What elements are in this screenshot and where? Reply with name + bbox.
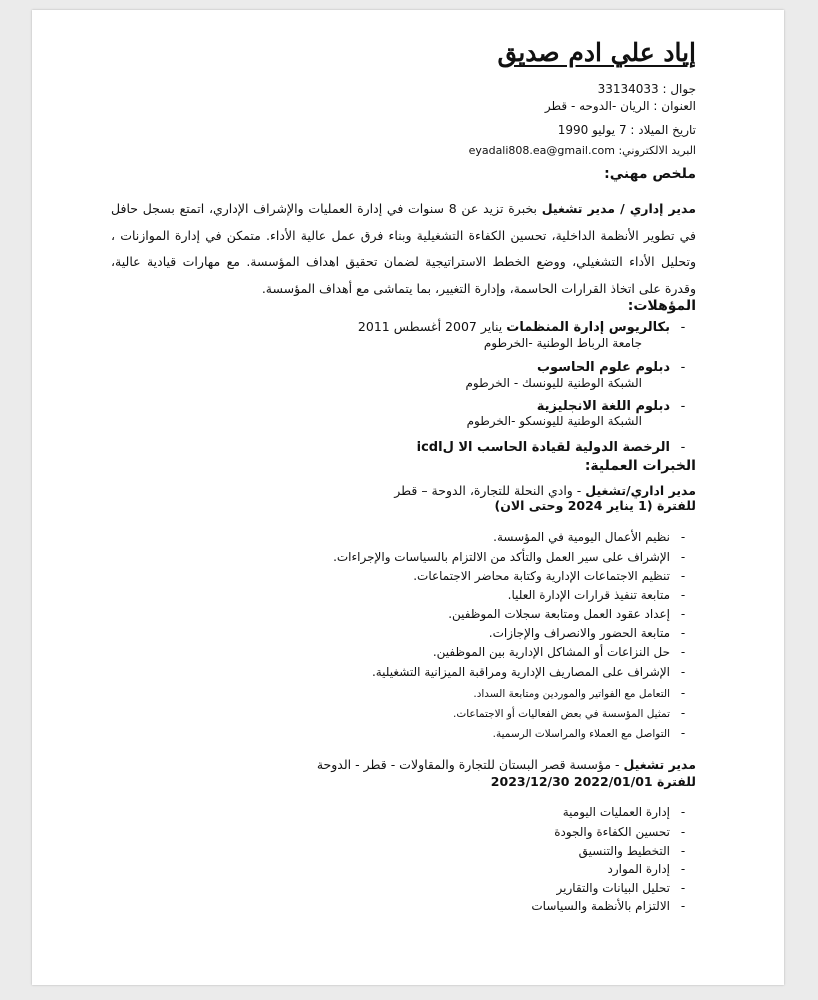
email-value: eyadali808.ea@gmail.com — [468, 144, 615, 157]
qualification-item — [358, 316, 696, 335]
bullet-dash: - — [680, 665, 686, 679]
bullet-dash: - — [680, 844, 686, 858]
bullet-dash: - — [680, 550, 686, 564]
qualification-institution: جامعة الرباط الوطنية -الخرطوم — [483, 336, 642, 350]
duty-text: الالتزام بالأنظمة والسياسات — [531, 899, 670, 913]
resume-page — [32, 10, 784, 985]
qualification-item — [417, 436, 696, 455]
bullet-dash: - — [680, 726, 686, 740]
job-header — [394, 480, 696, 499]
duty-item — [579, 844, 696, 858]
bullet-dash: - — [680, 360, 686, 375]
birthdate-line: تاريخ الميلاد : 7 يوليو 1990 — [557, 123, 696, 137]
duty-item — [372, 665, 696, 679]
duty-text: التعامل مع الفواتير والموردين ومتابعة السداد. — [473, 688, 670, 700]
bullet-dash: - — [680, 862, 686, 876]
bullet-dash: - — [680, 320, 686, 335]
duty-text: حل النزاعات أو المشاكل الإدارية بين الموظفين. — [432, 645, 670, 659]
duty-text: تحسين الكفاءة والجودة — [554, 825, 670, 839]
duty-text: التخطيط والتنسيق — [578, 844, 670, 858]
qualification-institution: الشبكة الوطنية لليونسك - الخرطوم — [465, 376, 642, 390]
job-title: مدير اداري/تشغيل — [585, 483, 696, 498]
qualification-title: الرخصة الدولية لقيادة الحاسب الا لicdl — [416, 440, 670, 455]
duty-text: الإشراف على سير العمل والتأكد من الالتزام بالسياسات والإجراءات. — [333, 550, 670, 564]
job-period: للفترة 2022/01/01 2023/12/30 — [490, 774, 696, 789]
duty-text: التواصل مع العملاء والمراسلات الرسمية. — [492, 728, 670, 740]
job-period: للفترة (1 يناير 2024 وحتى الان) — [494, 498, 696, 513]
bullet-dash: - — [680, 706, 686, 720]
duty-item — [333, 550, 696, 564]
duty-item — [473, 686, 696, 700]
duty-text: الإشراف على المصاريف الإدارية ومراقبة الميزانية التشغيلية. — [371, 665, 670, 679]
email-line — [469, 144, 696, 157]
duty-text: متابعة الحضور والانصراف والإجازات. — [488, 626, 670, 640]
duty-text: تمثيل المؤسسة في بعض الفعاليات أو الاجتماعات. — [453, 708, 670, 720]
candidate-name: إياد علي ادم صديق — [497, 38, 696, 67]
qualification-item — [537, 356, 696, 375]
qualification-title: دبلوم اللغة الانجليزية — [536, 399, 670, 414]
duty-item — [557, 881, 696, 895]
duty-item — [453, 706, 696, 720]
duty-text: إدارة العمليات اليومية — [562, 805, 670, 819]
address-line: العنوان : الريان -الدوحه - قطر — [544, 99, 696, 113]
duty-text: إعداد عقود العمل ومتابعة سجلات الموظفين. — [448, 607, 670, 621]
bullet-dash: - — [680, 686, 686, 700]
duty-item — [493, 726, 696, 740]
duty-item — [607, 862, 696, 876]
bullet-dash: - — [680, 899, 686, 913]
summary-role: مدير إداري / مدير تشغيل — [541, 201, 696, 216]
bullet-dash: - — [680, 626, 686, 640]
bullet-dash: - — [680, 569, 686, 583]
email-label: البريد الالكتروني: — [618, 144, 696, 157]
qualifications-heading: المؤهلات: — [627, 298, 696, 314]
qualification-title: بكالريوس إدارة المنظمات — [506, 320, 670, 335]
duty-item — [489, 626, 696, 640]
job-title: مدير تشغيل — [623, 757, 696, 772]
qualification-date: يناير 2007 أغسطس 2011 — [357, 319, 507, 334]
job-company: - مؤسسة قصر البستان للتجارة والمقاولات - قطر - الدوحة — [316, 757, 624, 772]
qualification-item — [537, 395, 696, 414]
bullet-dash: - — [680, 645, 686, 659]
duty-text: نظيم الأعمال اليومية في المؤسسة. — [493, 530, 670, 544]
duty-item — [531, 899, 696, 913]
duty-item — [448, 607, 696, 621]
duty-text: تنظيم الاجتماعات الإدارية وكتابة محاضر الاجتماعات. — [413, 569, 670, 583]
qualification-institution: الشبكة الوطنية لليونسكو -الخرطوم — [466, 414, 642, 428]
summary-heading: ملخص مهني: — [604, 166, 696, 182]
duty-text: إدارة الموارد — [607, 862, 670, 876]
bullet-dash: - — [680, 607, 686, 621]
bullet-dash: - — [680, 440, 686, 455]
bullet-dash: - — [680, 399, 686, 414]
duty-text: متابعة تنفيذ قرارات الإدارة العليا. — [507, 588, 670, 602]
duty-item — [508, 588, 696, 602]
qualification-title: دبلوم علوم الحاسوب — [536, 360, 670, 375]
bullet-dash: - — [680, 530, 686, 544]
job-header — [317, 754, 696, 773]
bullet-dash: - — [680, 881, 686, 895]
summary-paragraph — [111, 196, 696, 302]
bullet-dash: - — [680, 588, 686, 602]
job-company: - وادي النحلة للتجارة، الدوحة – قطر — [394, 483, 586, 498]
duty-item — [413, 569, 696, 583]
summary-text: بخبرة تزيد عن 8 سنوات في إدارة العمليات والإشراف الإداري، اتمتع بسجل حافل في تطوير الأنظمة الداخلية، تحسين الكفاءة التشغيلية وبناء فرق عمل عالية الأداء. متمكن في إدارة الموازنات ، وتحليل الأداء التشغيلي، ووضع الخطط الاستراتيجية لضمان تحقيق اهداف المؤسسة. مع مهارات قيادية عالية، وقدرة على اتخاذ القرارات الحاسمة، وإدارة التغيير، بما يتماشى مع أهداف المؤسسة. — [111, 201, 696, 296]
duty-text: تحليل البيانات والتقارير — [556, 881, 670, 895]
experience-heading: الخبرات العملية: — [584, 458, 696, 474]
duty-item — [493, 530, 696, 544]
bullet-dash: - — [680, 805, 686, 819]
bullet-dash: - — [680, 825, 686, 839]
phone-line: جوال : 33134033 — [597, 82, 696, 96]
duty-item — [563, 805, 696, 819]
duty-item — [554, 825, 696, 839]
resume-content — [32, 10, 784, 985]
duty-item — [433, 645, 696, 659]
